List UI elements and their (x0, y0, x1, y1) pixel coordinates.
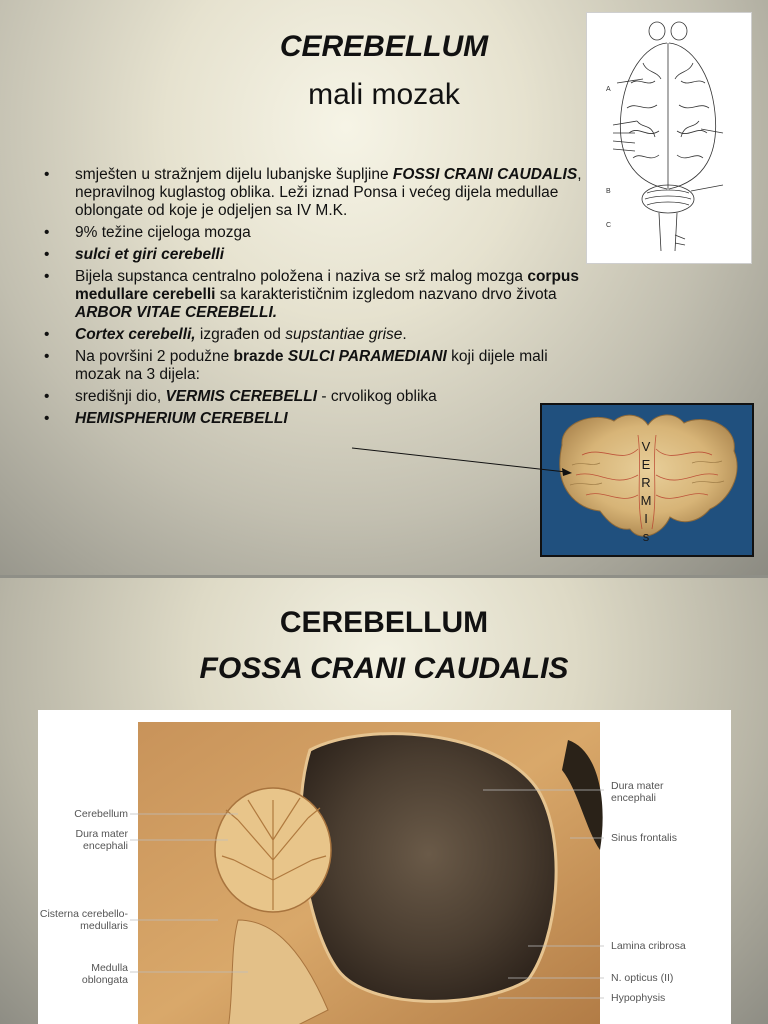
bullet-item: • Bijela supstanca centralno položena i naziva se srž malog mozga corpus medullare cerebelli sa karakterističnim izgledom nazvano drvo života ARBOR VITAE CEREBELLI. (42, 268, 587, 322)
vermis-letter: I (644, 511, 648, 526)
bullet-item: • 9% težine cijeloga mozga (42, 224, 587, 242)
bullet-item: • smješten u stražnjem dijelu lubanjske šupljine FOSSI CRANI CAUDALIS, nepravilnog kuglastog oblika. Leži iznad Ponsa i većeg dijela medullae oblongate od koje je odjeljen sa IV M.K. (42, 166, 587, 220)
bullet-item: • središnji dio, VERMIS CEREBELLI - crvolikog oblika (42, 388, 587, 406)
slide-subtitle: FOSSA CRANI CAUDALIS (199, 652, 569, 685)
bullet-item: • HEMISPHERIUM CEREBELLI (42, 410, 587, 428)
figure-label: Cerebellum (74, 808, 128, 820)
vermis-letter: E (641, 457, 651, 472)
drawing-label: C (606, 222, 612, 229)
vermis-letter: R (641, 475, 651, 490)
vermis-letter: M (640, 493, 652, 508)
bullet-item: • Na površini 2 podužne brazde SULCI PARAMEDIANI koji dijele mali mozak na 3 dijela: (42, 348, 587, 384)
sagittal-section-figure (38, 710, 731, 1024)
figure-label: Hypophysis (611, 992, 666, 1004)
slide-title: CEREBELLUM (279, 30, 489, 63)
drawing-label: A (606, 86, 611, 93)
figure-label: Sinus frontalis (611, 832, 677, 844)
drawing-label: B (606, 188, 611, 195)
vermis-letter: V (641, 439, 651, 454)
figure-label: Lamina cribrosa (611, 940, 686, 952)
slide-subtitle: mali mozak (308, 78, 460, 111)
figure-label: Dura mater encephali (611, 780, 664, 804)
figure-label: Dura mater encephali (75, 828, 128, 852)
bullet-item: • Cortex cerebelli, izgrađen od supstantiae grise. (42, 326, 587, 344)
figure-label: N. opticus (II) (611, 972, 674, 984)
vermis-letter: s (642, 529, 650, 544)
slide-fossa-crani-caudalis (0, 578, 768, 1024)
slide-title: CEREBELLUM (279, 606, 489, 639)
figure-label: Cisterna cerebello-medullaris (39, 908, 128, 932)
figure-label: Medulla oblongata (81, 962, 128, 986)
bullet-item: • sulci et giri cerebelli (42, 246, 587, 264)
